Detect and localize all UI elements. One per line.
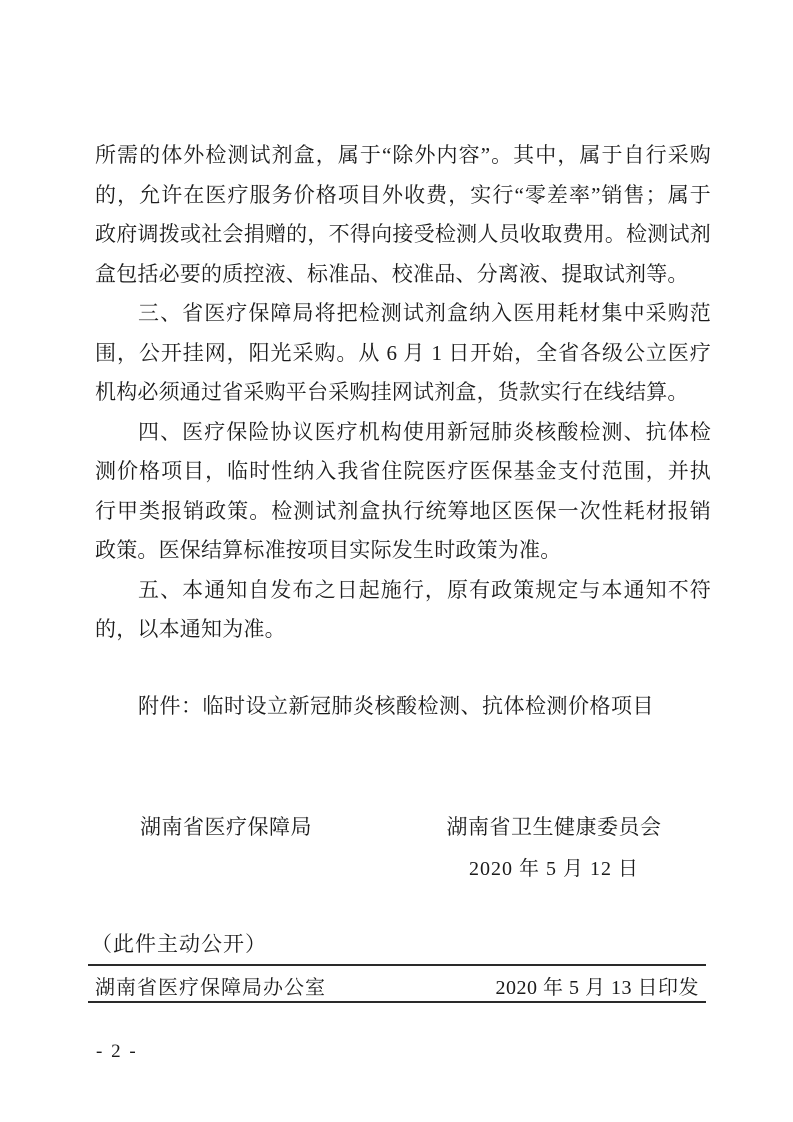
paragraph-line: 四、医疗保险协议医疗机构使用新冠肺炎核酸检测、抗体检 [138, 419, 711, 444]
paragraph-line: 所需的体外检测试剂盒，属于“除外内容”。其中，属于自行采购 [95, 143, 711, 167]
signature-date: 2020 年 5 月 12 日 [469, 858, 639, 880]
paragraph-line: 三、省医疗保障局将把检测试剂盒纳入医用耗材集中采购范 [138, 301, 711, 325]
attachment-line: 附件：临时设立新冠肺炎核酸检测、抗体检测价格项目 [138, 694, 654, 718]
paragraph-line: 政府调拨或社会捐赠的，不得向接受检测人员收取费用。检测试剂 [95, 222, 711, 246]
footer-issuer: 湖南省医疗保障局办公室 [95, 976, 326, 999]
paragraph-line: 的，以本通知为准。 [95, 617, 286, 641]
paragraph-line: 五、本通知自发布之日起施行，原有政策规定与本通知不符 [138, 577, 711, 602]
footer-imprint-row [88, 969, 706, 1001]
paragraph-line: 围，公开挂网，阳光采购。从 6 月 1 日开始，全省各级公立医疗 [95, 340, 711, 365]
paragraph-line: 机构必须通过省采购平台采购挂网试剂盒，货款实行在线结算。 [95, 380, 689, 404]
signature-right-agency: 湖南省卫生健康委员会 [446, 815, 662, 839]
paragraph-line: 的，允许在医疗服务价格项目外收费，实行“零差率”销售；属于 [95, 182, 711, 207]
footer-rule-bottom [88, 1001, 706, 1003]
signature-left-agency: 湖南省医疗保障局 [140, 815, 312, 839]
paragraph-line: 测价格项目，临时性纳入我省住院医疗医保基金支付范围，并执 [95, 459, 711, 483]
footer-rule-top [88, 964, 706, 966]
paragraph-line: 盒包括必要的质控液、标准品、校准品、分离液、提取试剂等。 [95, 261, 689, 286]
paragraph-line: 行甲类报销政策。检测试剂盒执行统筹地区医保一次性耗材报销 [95, 498, 711, 523]
disclosure-note: （此件主动公开） [91, 932, 267, 956]
paragraph-line: 政策。医保结算标准按项目实际发生时政策为准。 [95, 538, 562, 562]
body-text [95, 136, 711, 650]
page-number: - 2 - [96, 1041, 138, 1062]
footer-print-date: 2020 年 5 月 13 日印发 [495, 976, 699, 999]
